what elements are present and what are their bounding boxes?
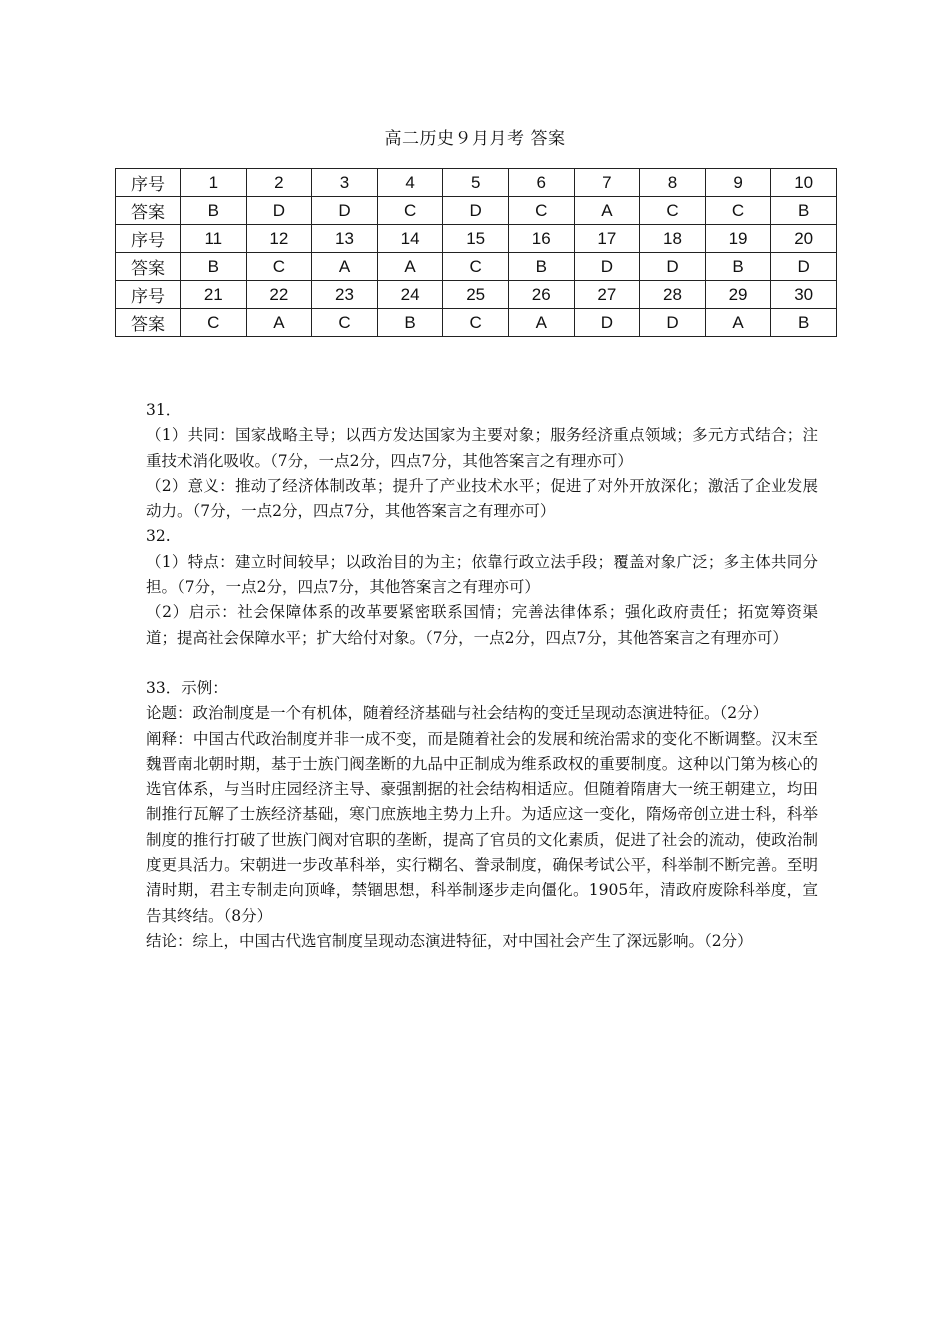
- table-row: [116, 281, 837, 309]
- table-cell: C: [443, 253, 509, 281]
- table-cell: 2: [246, 169, 312, 197]
- answer-body: [146, 398, 818, 954]
- table-cell: 19: [705, 225, 771, 253]
- row-header: 答案: [116, 309, 181, 337]
- table-cell: D: [640, 309, 706, 337]
- table-cell: 29: [705, 281, 771, 309]
- table-cell: 5: [443, 169, 509, 197]
- table-cell: D: [771, 253, 837, 281]
- row-header: 序号: [116, 225, 181, 253]
- table-cell: 6: [508, 169, 574, 197]
- table-cell: 28: [640, 281, 706, 309]
- table-cell: 9: [705, 169, 771, 197]
- q33-explanation: 阐释：中国古代政治制度并非一成不变，而是随着社会的发展和统治需求的变化不断调整。汉末至魏晋南北朝时期，基于士族门阀垄断的九品中正制成为维系政权的重要制度。这种以门第为核心的选官体系，与当时庄园经济主导、豪强割据的社会结构相适应。但随着隋唐大一统王朝建立，均田制推行瓦解了士族经济基础，寒门庶族地主势力上升。为适应这一变化，隋炀帝创立进士科，科举制度的推行打破了世族门阀对官职的垄断，提高了官员的文化素质，促进了社会的流动，使政治制度更具活力。宋朝进一步改革科举，实行糊名、誊录制度，确保考试公平，科举制不断完善。至明清时期，君主专制走向顶峰，禁锢思想，科举制逐步走向僵化。1905年，清政府废除科举度，宣告其终结。（8分）: [146, 729, 818, 925]
- table-cell: B: [705, 253, 771, 281]
- table-cell: 21: [181, 281, 247, 309]
- table-cell: C: [443, 309, 509, 337]
- q31-part1: （1）共同：国家战略主导；以西方发达国家为主要对象；服务经济重点领域；多元方式结合；注重技术消化吸收。（7分，一点2分，四点7分，其他答案言之有理亦可）: [146, 426, 818, 470]
- table-cell: 18: [640, 225, 706, 253]
- table-cell: C: [508, 197, 574, 225]
- table-row: [116, 225, 837, 253]
- row-header: 序号: [116, 169, 181, 197]
- table-cell: B: [181, 197, 247, 225]
- table-cell: D: [574, 253, 640, 281]
- table-row: [116, 169, 837, 197]
- table-cell: 20: [771, 225, 837, 253]
- table-cell: B: [181, 253, 247, 281]
- answer-table: [115, 168, 837, 337]
- table-cell: A: [705, 309, 771, 337]
- table-cell: C: [705, 197, 771, 225]
- page-title: 高二历史９月月考 答案: [384, 129, 566, 149]
- table-cell: 23: [312, 281, 378, 309]
- row-header: 序号: [116, 281, 181, 309]
- table-cell: 25: [443, 281, 509, 309]
- table-cell: D: [443, 197, 509, 225]
- table-cell: 22: [246, 281, 312, 309]
- table-cell: 14: [377, 225, 443, 253]
- table-cell: C: [312, 309, 378, 337]
- table-cell: 27: [574, 281, 640, 309]
- row-header: 答案: [116, 253, 181, 281]
- table-cell: 10: [771, 169, 837, 197]
- table-cell: 11: [181, 225, 247, 253]
- table-cell: C: [181, 309, 247, 337]
- table-cell: 4: [377, 169, 443, 197]
- table-cell: 7: [574, 169, 640, 197]
- table-row: [116, 253, 837, 281]
- table-cell: 13: [312, 225, 378, 253]
- table-cell: C: [640, 197, 706, 225]
- table-cell: A: [377, 253, 443, 281]
- table-cell: 1: [181, 169, 247, 197]
- q32-number: 32.: [146, 527, 171, 546]
- table-cell: A: [574, 197, 640, 225]
- table-cell: 17: [574, 225, 640, 253]
- spacer: [146, 651, 818, 676]
- table-cell: 12: [246, 225, 312, 253]
- table-cell: 16: [508, 225, 574, 253]
- table-cell: 8: [640, 169, 706, 197]
- table-cell: C: [377, 197, 443, 225]
- row-header: 答案: [116, 197, 181, 225]
- q33-conclusion: 结论：综上，中国古代选官制度呈现动态演进特征，对中国社会产生了深远影响。（2分）: [146, 931, 753, 950]
- q31-part2: （2）意义：推动了经济体制改革；提升了产业技术水平；促进了对外开放深化；激活了企业发展动力。（7分，一点2分，四点7分，其他答案言之有理亦可）: [146, 476, 818, 521]
- q33-thesis: 论题：政治制度是一个有机体，随着经济基础与社会结构的变迁呈现动态演进特征。（2分）: [146, 704, 769, 723]
- table-cell: 3: [312, 169, 378, 197]
- table-cell: 26: [508, 281, 574, 309]
- table-cell: A: [246, 309, 312, 337]
- q32-part1: （1）特点：建立时间较早；以政治目的为主；依靠行政立法手段；覆盖对象广泛；多主体共同分担。（7分，一点2分，四点7分，其他答案言之有理亦可）: [146, 552, 818, 597]
- table-cell: A: [312, 253, 378, 281]
- table-cell: D: [312, 197, 378, 225]
- table-cell: 15: [443, 225, 509, 253]
- table-cell: D: [574, 309, 640, 337]
- table-cell: B: [508, 253, 574, 281]
- table-row: [116, 309, 837, 337]
- table-row: [116, 197, 837, 225]
- table-cell: 24: [377, 281, 443, 309]
- q31-number: 31．: [146, 401, 182, 419]
- table-cell: 30: [771, 281, 837, 309]
- table-cell: B: [377, 309, 443, 337]
- table-cell: A: [508, 309, 574, 337]
- table-cell: B: [771, 309, 837, 337]
- table-cell: D: [246, 197, 312, 225]
- table-cell: D: [640, 253, 706, 281]
- q32-part2: （2）启示：社会保障体系的改革要紧密联系国情；完善法律体系；强化政府责任；拓宽筹资渠道；提高社会保障水平；扩大给付对象。（7分，一点2分，四点7分，其他答案言之有理亦可）: [146, 603, 818, 647]
- q33-number: 33．示例：: [146, 678, 228, 697]
- table-cell: C: [246, 253, 312, 281]
- table-cell: B: [771, 197, 837, 225]
